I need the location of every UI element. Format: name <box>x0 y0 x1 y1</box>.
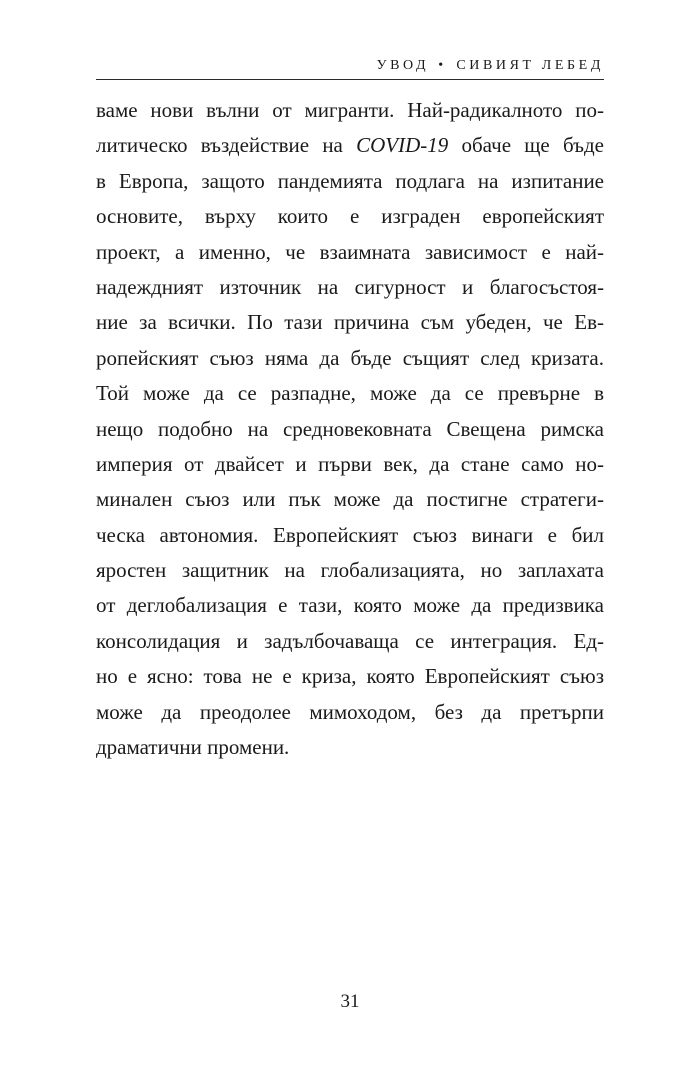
page-number: 31 <box>340 991 360 1012</box>
text-segment: но е ясно: това не е криза, която Европейският съюз <box>96 664 604 689</box>
text-segment: империя от двайсет и първи век, да стане само но- <box>96 451 604 476</box>
text-line <box>96 412 604 447</box>
body-paragraph <box>96 93 604 765</box>
header-rule <box>96 79 604 80</box>
text-segment: драматични промени. <box>96 735 290 760</box>
chapter-title: УВОД <box>376 58 430 73</box>
text-segment: ние за всички. По тази причина съм убеден, че Ев- <box>96 310 604 335</box>
text-line <box>96 199 604 234</box>
text-line <box>96 518 604 553</box>
running-header <box>96 57 604 75</box>
text-segment: Той може да се разпадне, може да се превърне в <box>96 381 604 406</box>
text-line <box>96 164 604 199</box>
text-line <box>96 447 604 482</box>
header-separator: • <box>438 58 444 73</box>
text-line <box>96 305 604 340</box>
text-segment: минален съюз или пък може да постигне стратеги- <box>96 487 604 512</box>
text-line <box>96 624 604 659</box>
text-line <box>96 553 604 588</box>
text-segment: в Европа, защото пандемията подлага на изпитание <box>96 168 604 193</box>
text-segment: консолидация и задълбочаваща се интеграция. Ед- <box>96 628 604 653</box>
text-segment: обаче ще бъде <box>448 133 604 158</box>
text-line <box>96 270 604 305</box>
text-line <box>96 659 604 694</box>
text-segment: нещо подобно на средновековната Свещена римска <box>96 416 604 441</box>
text-line <box>96 695 604 730</box>
book-title: СИВИЯТ ЛЕБЕД <box>456 58 604 73</box>
text-segment: ческа автономия. Европейският съюз винаги е бил <box>96 522 604 547</box>
text-segment: литическо въздействие на <box>96 133 357 158</box>
text-line <box>96 235 604 270</box>
text-line <box>96 588 604 623</box>
text-line <box>96 482 604 517</box>
text-segment: може да преодолее мимоходом, без да претърпи <box>96 699 604 724</box>
text-line <box>96 93 604 128</box>
text-segment: проект, а именно, че взаимната зависимост е най- <box>96 239 604 264</box>
text-segment: ропейският съюз няма да бъде същият след кризата. <box>96 345 604 370</box>
text-segment: ваме нови вълни от мигранти. Най-радикалното по- <box>96 98 604 122</box>
text-segment: основите, върху които е изграден европейският <box>96 204 604 229</box>
text-line <box>96 730 604 765</box>
italic-term: COVID-19 <box>356 133 449 158</box>
text-line <box>96 341 604 376</box>
text-segment: яростен защитник на глобализацията, но заплахата <box>96 558 604 583</box>
text-line <box>96 376 604 411</box>
text-line <box>96 128 604 163</box>
text-segment: от деглобализация е тази, която може да предизвика <box>96 593 604 618</box>
text-segment: надеждният източник на сигурност и благосъстоя- <box>96 274 604 299</box>
